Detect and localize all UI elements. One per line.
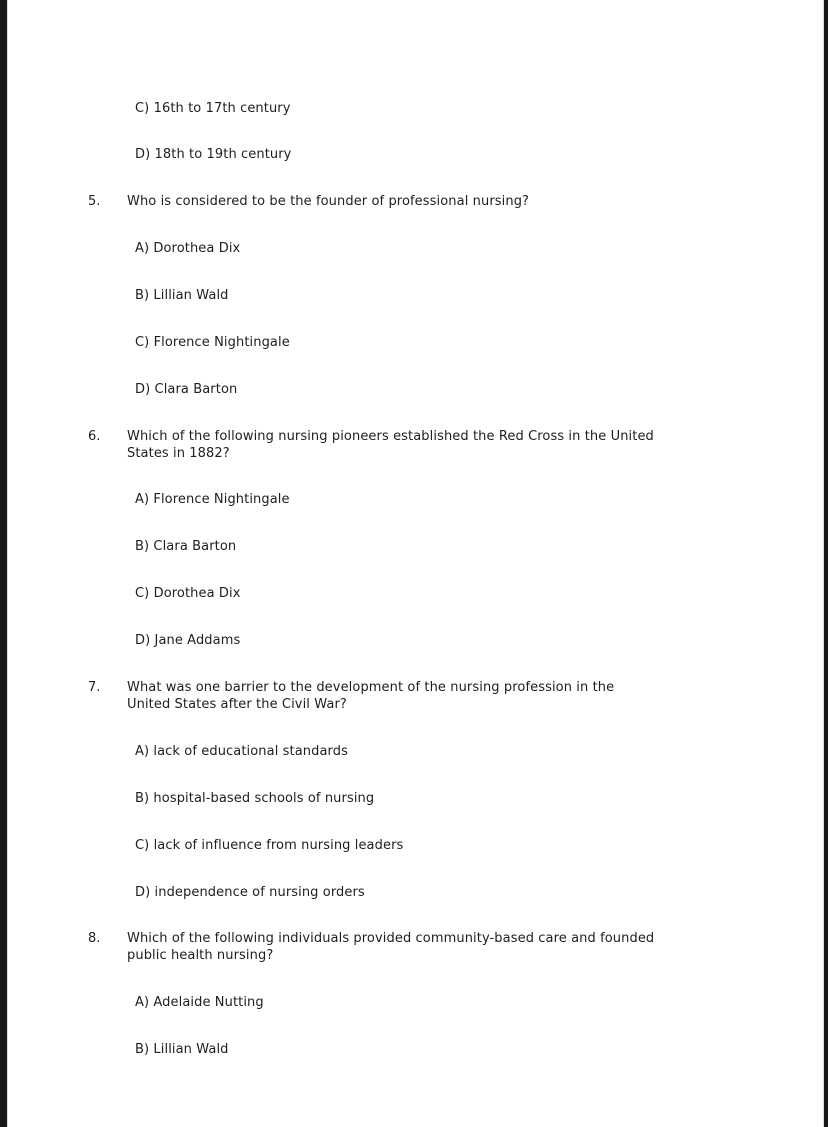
question-number: 5. <box>88 194 101 209</box>
answer-option-d: D) independence of nursing orders <box>135 885 365 900</box>
question-line: Which of the following nursing pioneers established the Red Cross in the United <box>127 429 654 444</box>
answer-option-d: D) Clara Barton <box>135 382 238 397</box>
question-number: 6. <box>88 429 101 444</box>
question-line: Which of the following individuals provided community-based care and founded <box>127 931 655 946</box>
question-line: States in 1882? <box>127 446 230 461</box>
question-number: 7. <box>88 680 101 695</box>
answer-option-a: A) Dorothea Dix <box>135 241 241 256</box>
answer-option-c: C) lack of influence from nursing leaders <box>135 838 404 853</box>
question-line: United States after the Civil War? <box>127 697 347 712</box>
question-line: public health nursing? <box>127 948 274 963</box>
answer-option-c: C) Dorothea Dix <box>135 586 241 601</box>
answer-option-b: B) Lillian Wald <box>135 288 229 303</box>
question-line: What was one barrier to the development of the nursing profession in the <box>127 680 615 695</box>
answer-option-b: B) Clara Barton <box>135 539 237 554</box>
answer-option-d: D) 18th to 19th century <box>135 147 292 162</box>
answer-option-b: B) hospital-based schools of nursing <box>135 791 375 806</box>
question-text <box>127 193 745 210</box>
answer-option-c: C) Florence Nightingale <box>135 335 290 350</box>
answer-option-a: A) Florence Nightingale <box>135 492 290 507</box>
question-text <box>127 930 745 964</box>
question-line: Who is considered to be the founder of professional nursing? <box>127 194 530 209</box>
question-number: 8. <box>88 931 101 946</box>
answer-option-b: B) Lillian Wald <box>135 1042 229 1057</box>
answer-option-a: A) lack of educational standards <box>135 744 348 759</box>
answer-option-c: C) 16th to 17th century <box>135 101 291 116</box>
question-text <box>127 679 745 713</box>
answer-option-d: D) Jane Addams <box>135 633 241 648</box>
question-text <box>127 428 745 462</box>
answer-option-a: A) Adelaide Nutting <box>135 995 264 1010</box>
